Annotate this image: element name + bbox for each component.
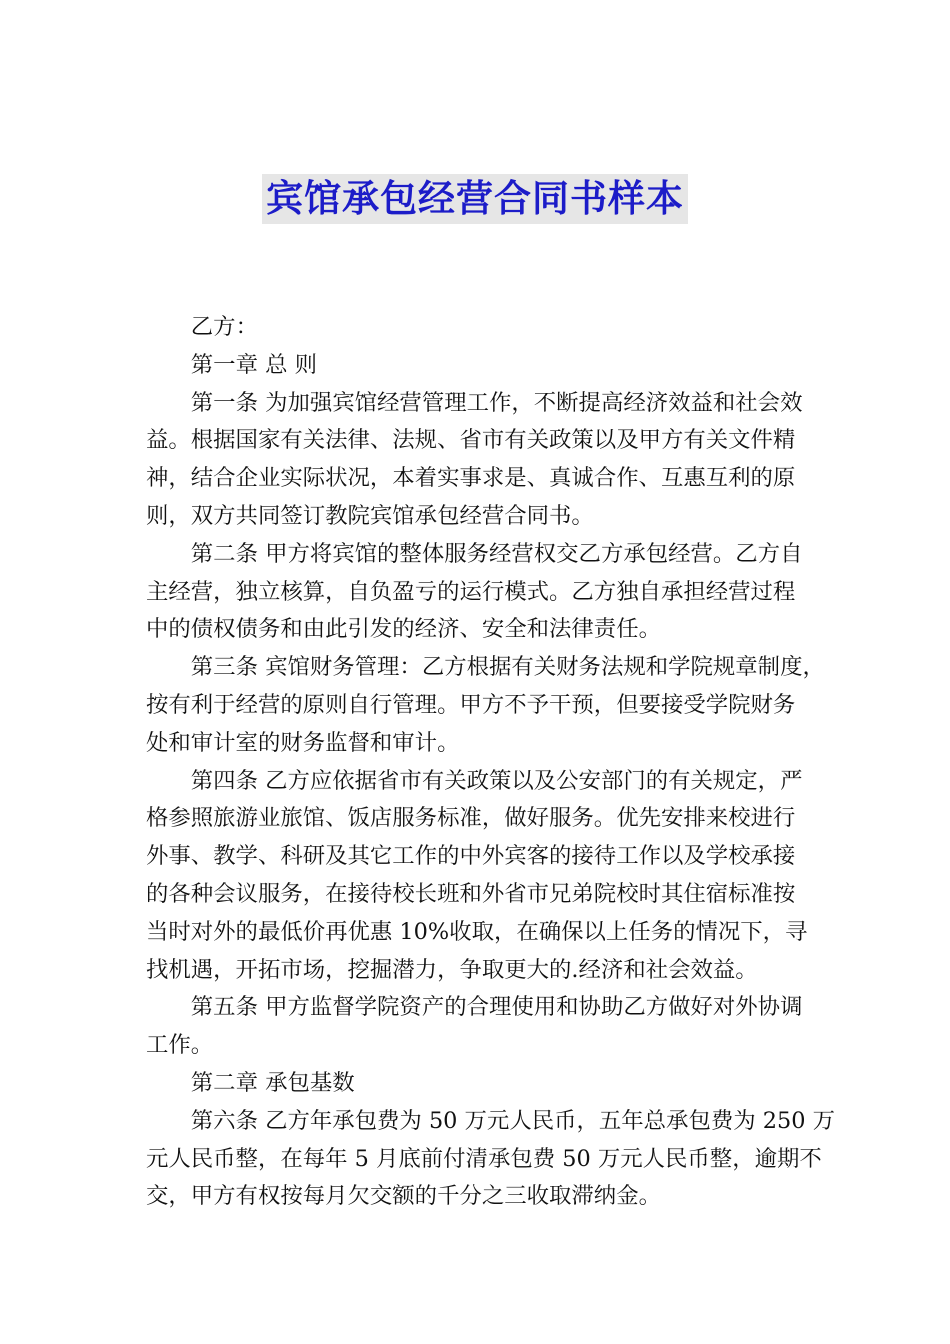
- paragraph-article-6: [146, 1103, 835, 1216]
- paragraph-article-3: [146, 649, 825, 762]
- text-line: 元人民币整，在每年 5 月底前付清承包费 50 万元人民币整，逾期不: [146, 1145, 822, 1172]
- text-line: 第二章 承包基数: [190, 1069, 355, 1096]
- paragraph-article-1: [146, 385, 816, 536]
- paragraph-article-4: [146, 763, 816, 990]
- text-line: 第二条 甲方将宾馆的整体服务经营权交乙方承包经营。乙方自: [190, 540, 803, 567]
- text-line: 主经营，独立核算，自负盈亏的运行模式。乙方独自承担经营过程: [146, 578, 796, 605]
- paragraph-party-b: [146, 309, 816, 347]
- text-line: 第五条 甲方监督学院资产的合理使用和协助乙方做好对外协调: [190, 994, 803, 1021]
- text-line: 益。根据国家有关法律、法规、省市有关政策以及甲方有关文件精: [146, 427, 796, 454]
- text-line: 第六条 乙方年承包费为 50 万元人民币，五年总承包费为 250 万: [190, 1107, 835, 1134]
- text-line: 交，甲方有权按每月欠交额的千分之三收取滞纳金。: [146, 1183, 661, 1210]
- text-line: 处和审计室的财务监督和审计。: [146, 729, 460, 756]
- text-line: 工作。: [146, 1032, 214, 1059]
- paragraph-chapter-2-heading: [146, 1065, 816, 1103]
- paragraph-article-5: [146, 989, 816, 1065]
- text-line: 外事、教学、科研及其它工作的中外宾客的接待工作以及学校承接: [146, 843, 796, 870]
- text-line: 按有利于经营的原则自行管理。甲方不予干预，但要接受学院财务: [146, 691, 796, 718]
- text-line: 乙方：: [190, 314, 258, 340]
- text-line: 则，双方共同签订教院宾馆承包经营合同书。: [146, 502, 594, 529]
- text-line: 神，结合企业实际状况，本着实事求是、真诚合作、互惠互利的原: [146, 465, 796, 492]
- text-line: 第一章 总 则: [190, 351, 317, 378]
- text-line: 第一条 为加强宾馆经营管理工作，不断提高经济效益和社会效: [190, 389, 803, 416]
- text-line: 格参照旅游业旅馆、饭店服务标准，做好服务。优先安排来校进行: [146, 805, 796, 832]
- paragraph-chapter-1-heading: [146, 347, 816, 385]
- text-line: 中的债权债务和由此引发的经济、安全和法律责任。: [146, 616, 661, 643]
- text-line: 第四条 乙方应依据省市有关政策以及公安部门的有关规定，严: [190, 767, 803, 794]
- document-title: 宾馆承包经营合同书样本: [262, 174, 688, 224]
- document-body: [146, 309, 835, 1216]
- text-line: 第三条 宾馆财务管理：乙方根据有关财务法规和学院规章制度，: [190, 654, 825, 681]
- text-line: 的各种会议服务，在接待校长班和外省市兄弟院校时其住宿标准按: [146, 880, 796, 907]
- title-container: [0, 174, 950, 224]
- text-line: 当时对外的最低价再优惠 10%收取，在确保以上任务的情况下，寻: [146, 918, 808, 945]
- paragraph-article-2: [146, 536, 816, 649]
- text-line: 找机遇，开拓市场，挖掘潜力，争取更大的.经济和社会效益。: [146, 956, 758, 983]
